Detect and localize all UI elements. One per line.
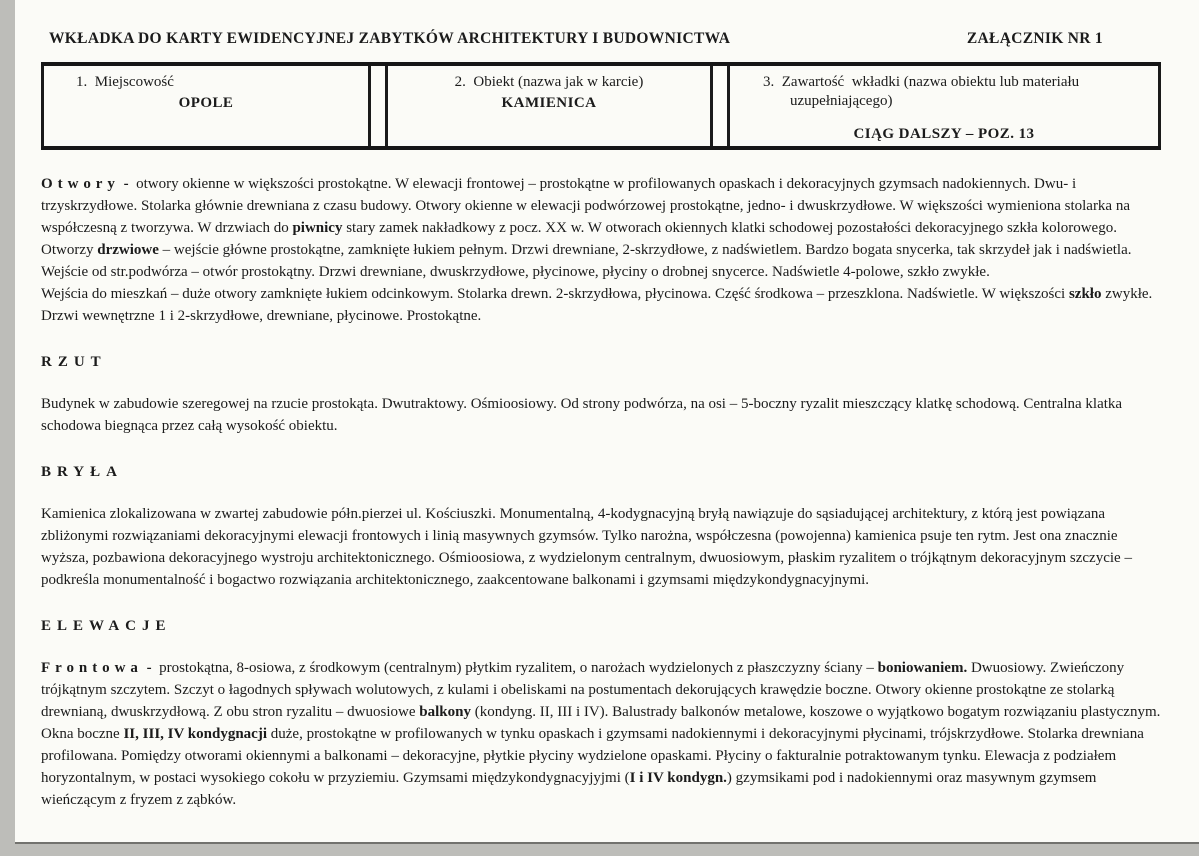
paragraph-elewacje: Frontowa - prostokątna, 8-osiowa, z środkowym (centralnym) płytkim ryzalitem, o narożach wydzielonych z płaszczyzny ściany – boniowaniem. Dwuosiowy. Zwieńczony trójkątnym szczytem. Szczyt o łagodnych spływach wolutowych, z kulami i obeliskami na postumentach dekorujących krawędzie boczne. Otwory okienne prostokątne ze stolarką drewnianą, dwuskrzydłową. Z obu stron ryzalitu – dwuosiowe balkony (kondyng. II, III i IV). Balustrady balkonów metalowe, koszowe o wyjątkowo bogatym rozwiązaniu plastycznym. Okna boczne II, III, IV kondygnacji duże, prostokątne w profilowanych w tynku opaskach i gzymsami nadokiennymi i dekoracyjnymi płycinami, trójskrzydłowe. Stolarka drewniana profilowana. Pomiędzy otworami okiennymi a balkonami – dekoracyjne, płytkie płyciny wydzielone opaskami. Płyciny o fakturalnie potraktowanym tynku. Elewacja z podziałem horyzontalnym, w postaci wysokiego cokołu w przyziemiu. Gzymsami międzykondygnacyjyjmi (I i IV kondygn.) gzymsikami pod i nadokiennymi oraz masywnym gzymsem wieńczącym z fryzem z ząbków. xyxy=(41,660,1161,808)
document-page xyxy=(15,0,1199,844)
field-obiekt-label: 2. Obiekt (nazwa jak w karcie) xyxy=(454,74,644,90)
attachment-number: ZAŁĄCZNIK NR 1 xyxy=(966,30,1103,47)
paragraph-bryla: Kamienica zlokalizowana w zwartej zabudowie półn.pierzei ul. Kościuszki. Monumentalną, 4-kodygnacyjną bryłą nawiązuje do sąsiadującej architektury, z którą jest powiązana zbliżonymi rozwiązaniami dekoracyjnymi elewacji frontowych i linią masywnych gzymsów. Tylko narożna, współczesna (powojenna) kamienica psuje ten rytm. Jest ona znacznie wyższa, pozbawiona dekoracyjnego wystroju architektonicznego. Ośmioosiowa, z wydzielonym centralnym, dwuosiowym, płaskim ryzalitem o trójkątnym dekoracyjnym szczycie – podkreśla monumentalność i bogactwo rozwiązania architektonicznego, zaakcentowane balkonami i gzymsami międzykondygnacyjnymi. xyxy=(41,506,1132,588)
paragraph-otwory: Otwory - otwory okienne w większości prostokątne. W elewacji frontowej – prostokątne w profilowanych opaskach i dekoracyjnych gzymsach nadokiennych. Dwu- i trzyskrzydłowe. Stolarka głównie drewniana z czasu budowy. Otwory okienne w elewacji podwórzowej prostokątne, jedno- i dwuskrzydłowe. W większości wymieniona stolarka na współczesną z tworzywa. W drzwiach do piwnicy stary zamek nakładkowy z pocz. XX w. W otworach okiennych klatki schodowej pozostałości dekoracyjnego szkła kolorowego. Otworzy drzwiowe – wejście główne prostokątne, zamknięte łukiem pełnym. Drzwi drewniane, 2-skrzydłowe, z nadświetlem. Bardzo bogata snycerka, tak skrzydeł jak i nadświetla. Wejście od str.podwórza – otwór prostokątny. Drzwi drewniane, dwuskrzydłowe, płycinowe, płyciny o drobnej snycerce. Nadświetle 4-polowe, szkło zwykłe. xyxy=(41,176,1132,280)
identification-table xyxy=(41,66,1161,150)
field-zawartosc-value: CIĄG DALSZY – POZ. 13 xyxy=(853,126,1035,142)
paragraph-wejscia: Wejścia do mieszkań – duże otwory zamknięte łukiem odcinkowym. Stolarka drewn. 2-skrzydłowa, płycinowa. Część środkowa – przeszklona. Nadświetle. W większości szkło zwykłe. Drzwi wewnętrzne 1 i 2-skrzydłowe, drewniane, płycinowe. Prostokątne. xyxy=(41,286,1153,324)
field-obiekt-value: KAMIENICA xyxy=(501,95,597,111)
field-obiekt xyxy=(385,66,713,146)
document-title: WKŁADKA DO KARTY EWIDENCYJNEJ ZABYTKÓW ARCHITEKTURY I BUDOWNICTWA xyxy=(49,30,731,47)
section-heading-rzut: RZUT xyxy=(41,354,107,370)
field-miejscowosc-label: 1. Miejscowość xyxy=(76,74,174,90)
field-miejscowosc xyxy=(41,66,371,146)
field-zawartosc-label: 3. Zawartość wkładki (nazwa obiektu lub materiału uzupełniającego) xyxy=(763,74,1083,109)
document-body xyxy=(41,173,1161,811)
section-heading-elewacje: ELEWACJE xyxy=(41,618,172,634)
field-zawartosc xyxy=(727,66,1161,146)
paragraph-rzut: Budynek w zabudowie szeregowej na rzucie prostokąta. Dwutraktowy. Ośmioosiowy. Od strony podwórza, na osi – 5-boczny ryzalit mieszczący klatkę schodową. Centralna klatka schodowa biegnąca przez całą wysokość obiektu. xyxy=(41,396,1123,434)
section-heading-bryla: BRYŁA xyxy=(41,464,123,480)
document-header xyxy=(41,30,1161,48)
field-miejscowosc-value: OPOLE xyxy=(178,95,234,111)
